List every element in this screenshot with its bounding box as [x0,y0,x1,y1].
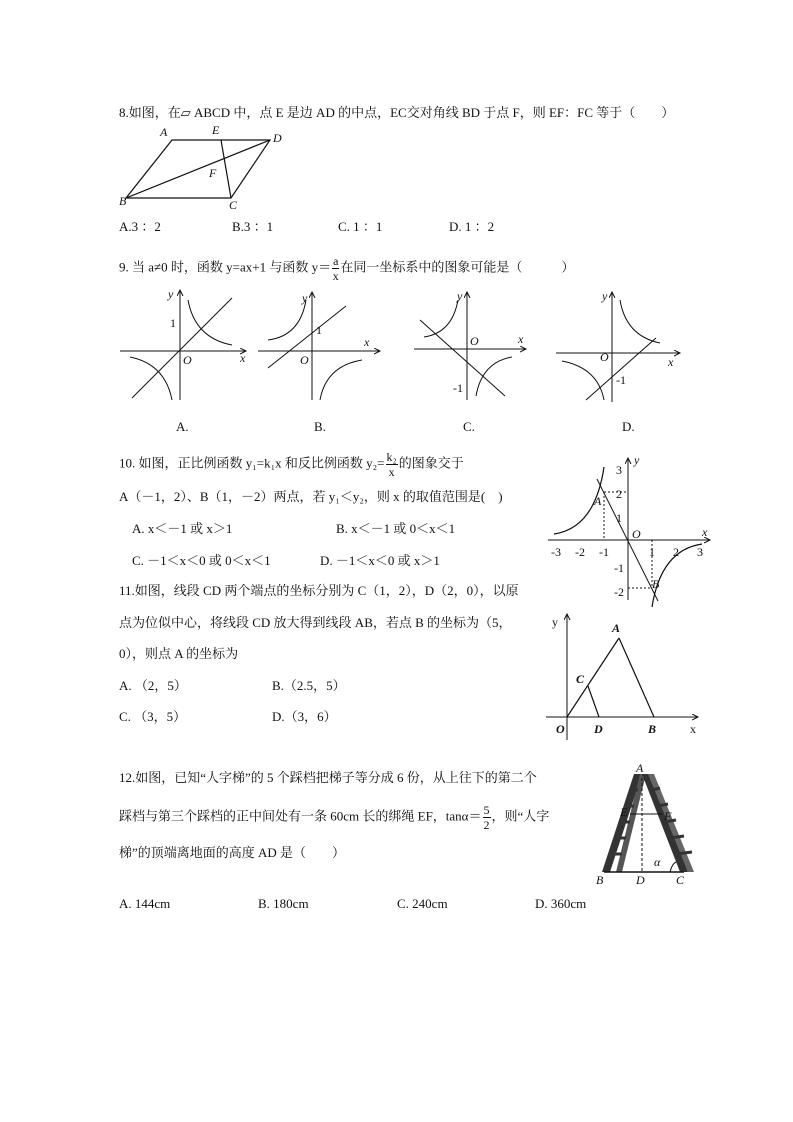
q10-option-d: D. －1＜x＜0 或 x＞1 [320,553,440,568]
q9a-y-label: y [168,287,174,301]
q12-frac-den: 2 [483,818,490,832]
q10-ytick-2: 2 [616,487,622,501]
q10-frac-num: k₂ [386,450,397,464]
q10-stem-pre: 10. 如图，正比例函数 y₁=k₁x 和反比例函数 y₂= [119,455,385,471]
q11-option-d: D.（3，6） [272,709,337,724]
q11-line1: 11.如图，线段 CD 两个端点的坐标分别为 C（1，2），D（2，0），以原 [119,583,519,598]
q11-d-label: D [594,722,603,736]
q12-f-label: F [664,809,672,823]
q9-frac-den: x [332,269,339,283]
q12-d-label: D [636,873,645,887]
q9c-x-label: x [518,332,524,346]
q11-option-b: B.（2.5，5） [272,678,346,693]
q8-option-c: C. 1 ：1 [338,219,383,234]
q10-o-label: O [632,527,641,541]
q8-label-a: A [160,125,168,139]
q12-a-label: A [636,761,644,775]
q9b-o-label: O [300,353,309,367]
q11-x-label: x [690,722,696,736]
q12-alpha-label: α [654,855,661,869]
q10-xtick-neg3: -3 [551,545,561,559]
q12-line2-post: ，则“人字 [491,808,550,824]
q8-label-e: E [212,123,220,137]
q8-label-f: F [209,166,217,180]
q10-a-label: A [594,494,602,508]
q9a-o-label: O [183,353,192,367]
q9c-neg1-label: -1 [453,381,463,395]
q11-option-a: A. （2，5） [119,678,187,693]
q8-label-c: C [229,198,238,212]
q11-c-label: C [576,672,585,686]
q9d-x-label: x [668,355,674,369]
q10-y-label: y [634,453,640,467]
q10-xtick-1: 1 [649,545,655,559]
q8-label-d: D [273,131,282,145]
q9-option-a: A. [176,419,189,434]
q10-xtick-neg1: -1 [599,545,609,559]
q11-option-c: C. （3，5） [119,709,187,724]
q12-c-label: C [676,873,685,887]
q10-stem-post: 的图象交于 [398,455,464,471]
q8-option-b: B.3 ：1 [232,219,274,234]
q12-e-label: E [620,805,628,819]
q9b-one-label: 1 [316,323,322,337]
q12-line3: 梯”的顶端离地面的高度 AD 是（ ） [119,845,346,860]
q10-frac-den: x [388,465,395,479]
q9-option-c: C. [463,419,475,434]
q9b-y-label: y [302,291,308,305]
q12-option-a: A. 144cm [119,896,171,911]
q12-option-b: B. 180cm [258,896,309,911]
q8-option-a: A.3 ：2 [119,219,161,234]
q12-line2-pre: 踩档与第三个踩档的正中间处有一条 60cm 长的绑绳 EF，tanα＝ [119,808,482,824]
q9d-o-label: O [600,350,609,364]
q9-option-d: D. [622,419,635,434]
q11-y-label: y [552,615,558,629]
q10-xtick-3: 3 [697,545,703,559]
q10-xtick-2: 2 [673,545,679,559]
q10-option-b: B. x＜－1 或 0＜x＜1 [336,521,456,536]
q9c-y-label: y [457,289,463,303]
q8-label-b: B [119,194,127,208]
q9c-o-label: O [470,334,479,348]
q10-x-label: x [702,525,708,539]
q12-frac-num: 5 [483,803,490,817]
q9-frac-num: a [333,254,339,268]
q9d-y-label: y [602,289,608,303]
q10-xtick-neg2: -2 [575,545,585,559]
q9-stem-pre: 9. 当 a≠0 时，函数 y=ax+1 与函数 y＝ [119,259,332,275]
q11-line2: 点为位似中心，将线段 CD 放大得到线段 AB，若点 B 的坐标为（5， [119,615,512,630]
q8-stem: 8.如图，在▱ ABCD 中，点 E 是边 AD 的中点，EC交对角线 BD 于点 F，则 EF：FC 等于（ ） [119,105,675,120]
q9a-x-label: x [240,351,246,365]
q9d-neg1-label: -1 [616,373,626,387]
q10-line2: A（－1，2）、B（1，－2）两点，若 y₁＜y₂，则 x 的取值范围是( ) [119,489,503,504]
q10-ytick-neg2: -2 [614,585,624,599]
q9-option-b: B. [314,419,326,434]
q11-b-label: B [648,722,657,736]
q10-ytick-1: 1 [616,511,622,525]
q8-option-d: D. 1 ：2 [449,219,495,234]
q9-stem-post: 在同一坐标系中的图象可能是（ ） [340,259,575,275]
q10-option-c: C. －1＜x＜0 或 0＜x＜1 [132,553,271,568]
q11-a-label: A [612,621,621,635]
q10-ytick-neg1: -1 [614,561,624,575]
q10-b-label: B [652,577,660,591]
q12-line1: 12.如图，已知“人字梯”的 5 个踩档把梯子等分成 6 份，从上往下的第二个 [119,770,537,785]
q9b-x-label: x [364,335,370,349]
q12-option-c: C. 240cm [397,896,448,911]
q11-line3: 0），则点 A 的坐标为 [119,646,239,661]
q10-ytick-3: 3 [616,463,622,477]
q12-b-label: B [596,873,604,887]
q12-option-d: D. 360cm [535,896,587,911]
q11-o-label: O [556,722,565,736]
q9a-one-label: 1 [170,316,176,330]
q10-option-a: A. x＜－1 或 x＞1 [132,521,233,536]
